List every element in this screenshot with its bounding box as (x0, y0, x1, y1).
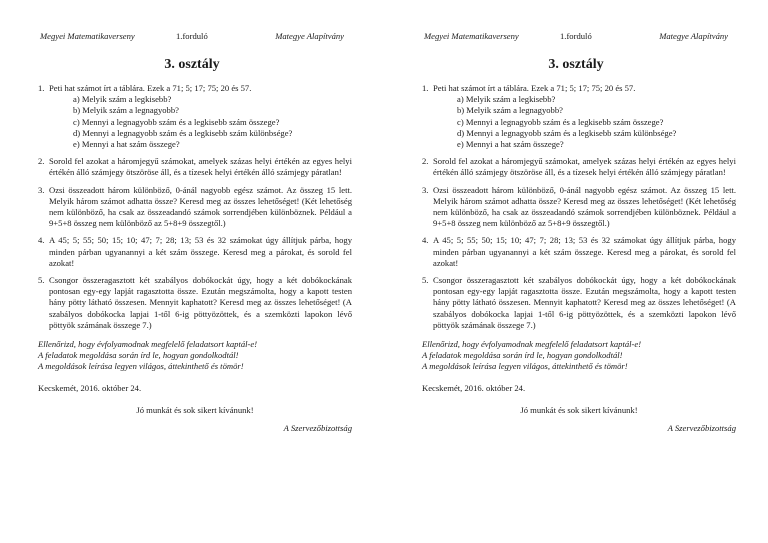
page-title: 3. osztály (164, 57, 220, 72)
subquestion-e: e) Mennyi a hat szám összege? (73, 139, 180, 150)
problem-number: 5. (422, 275, 429, 286)
problem-number: 4. (38, 235, 45, 246)
problem-number: 3. (422, 184, 429, 195)
note-line: A feladatok megoldása során írd le, hogyan gondolkodtál! (422, 350, 623, 361)
problem-number: 2. (422, 156, 429, 167)
instructions-note (38, 339, 352, 373)
signature: A Szervezőbizottság (283, 423, 352, 434)
problem-2 (38, 156, 352, 178)
good-luck-line: Jó munkát és sok sikert kívánunk! (136, 404, 254, 415)
problem-text: Peti hat számot írt a táblára. Ezek a 71; 5; 17; 75; 20 és 57. (433, 83, 636, 93)
date-line: Kecskemét, 2016. október 24. (422, 382, 526, 393)
date-line: Kecskemét, 2016. október 24. (38, 382, 142, 393)
organizer-label: Megyei Matematikaverseny (40, 31, 135, 41)
subquestion-e: e) Mennyi a hat szám összege? (457, 139, 564, 150)
problem-text: A 45; 5; 55; 50; 15; 10; 47; 7; 28; 13; 53 és 32 számokat úgy állítjuk párba, hogy minden párban ugyanannyi a két szám összege. Keresd meg a párokat, és sorold fel azokat! (433, 235, 736, 268)
problem-text: Peti hat számot írt a táblára. Ezek a 71; 5; 17; 75; 20 és 57. (49, 83, 252, 93)
note-line: A megoldások leírása legyen világos, áttekinthető és tömör! (422, 361, 628, 372)
foundation-label: Mategye Alapítvány (275, 31, 344, 41)
note-line: Ellenőrizd, hogy évfolyamodnak megfelelő feladatsort kaptál-e! (38, 339, 258, 350)
problem-5 (422, 275, 736, 331)
problem-text: Ozsi összeadott három különböző, 0-ánál nagyobb egész számot. Az összeg 15 lett. Melyik három számot adhatta össze? Keresd meg az összes lehetőséget! (Két lehetőség nem különböző, ha csak az összeadandó számok sorrendjében különböznek. Például a 9+5+8 összeg nem különböző az 5+8+9 összegtől.) (49, 184, 352, 229)
subquestion-b: b) Melyik szám a legnagyobb? (73, 105, 179, 116)
problem-3 (38, 185, 352, 230)
round-label: 1.forduló (560, 31, 592, 41)
problem-number: 5. (38, 275, 45, 286)
problem-5 (38, 275, 352, 331)
problem-2 (422, 156, 736, 178)
note-line: A megoldások leírása legyen világos, áttekinthető és tömör! (38, 361, 244, 372)
note-line: Ellenőrizd, hogy évfolyamodnak megfelelő feladatsort kaptál-e! (422, 339, 642, 350)
foundation-label: Mategye Alapítvány (659, 31, 728, 41)
problem-sheet (38, 83, 352, 434)
note-line: A feladatok megoldása során írd le, hogyan gondolkodtál! (38, 350, 239, 361)
subquestion-c: c) Mennyi a legnagyobb szám és a legkisebb szám összege? (73, 116, 280, 127)
problem-text: Csongor összeragasztott két szabályos dobókockát úgy, hogy a két dobókockának pontosan egy-egy lapját ragasztotta össze. Ezután megszámolta, hogy a kapott testen hány pötty látható összesen. Mennyit kaphatott? Keresd meg az összes lehetőséget! (A szabályos dobókocka lapjai 1-től 6-ig pöttyözöttek, és a szemközti lapokon lévő pöttyök számának összege 7.) (433, 275, 736, 330)
page-title: 3. osztály (548, 57, 604, 72)
problem-4 (38, 235, 352, 269)
subquestion-list (49, 94, 352, 150)
organizer-label: Megyei Matematikaverseny (424, 31, 519, 41)
subquestion-a: a) Melyik szám a legkisebb? (457, 94, 556, 105)
problem-1 (38, 83, 352, 150)
signature: A Szervezőbizottság (667, 423, 736, 434)
problem-text: A 45; 5; 55; 50; 15; 10; 47; 7; 28; 13; 53 és 32 számokat úgy állítjuk párba, hogy minden párban ugyanannyi a két szám összege. Keresd meg a párokat, és sorold fel azokat! (49, 235, 352, 268)
problem-number: 1. (422, 83, 429, 93)
problem-text: Sorold fel azokat a háromjegyű számokat, amelyek százas helyi értékén az egyes helyi értékén álló számjegy ötszöröse áll, és a tízesek helyi értékén álló számjegy páratlan! (433, 156, 736, 178)
problem-1 (422, 83, 736, 150)
problem-number: 1. (38, 83, 45, 93)
subquestion-c: c) Mennyi a legnagyobb szám és a legkisebb szám összege? (457, 116, 664, 127)
problem-sheet (422, 83, 736, 434)
good-luck-line: Jó munkát és sok sikert kívánunk! (520, 404, 638, 415)
subquestion-b: b) Melyik szám a legnagyobb? (457, 105, 563, 116)
problem-number: 4. (422, 235, 429, 246)
problem-number: 2. (38, 156, 45, 167)
problem-number: 3. (38, 184, 45, 195)
subquestion-d: d) Mennyi a legnagyobb szám és a legkisebb szám különbsége? (457, 127, 677, 138)
problem-text: Ozsi összeadott három különböző, 0-ánál nagyobb egész számot. Az összeg 15 lett. Melyik három számot adhatta össze? Keresd meg az összes lehetőséget! (Két lehetőség nem különböző, ha csak az összeadandó számok sorrendjében különböznek. Például a 9+5+8 összeg nem különböző az 5+8+9 összegtől.) (433, 184, 736, 229)
instructions-note (422, 339, 736, 373)
subquestion-list (433, 94, 736, 150)
round-label: 1.forduló (176, 31, 208, 41)
problem-text: Csongor összeragasztott két szabályos dobókockát úgy, hogy a két dobókockának pontosan egy-egy lapját ragasztotta össze. Ezután megszámolta, hogy a kapott testen hány pötty látható összesen. Mennyit kaphatott? Keresd meg az összes lehetőséget! (A szabályos dobókocka lapjai 1-től 6-ig pöttyözöttek, és a szemközti lapokon lévő pöttyök számának összege 7.) (49, 275, 352, 330)
problem-text: Sorold fel azokat a háromjegyű számokat, amelyek százas helyi értékén az egyes helyi értékén álló számjegy ötszöröse áll, és a tízesek helyi értékén álló számjegy páratlan! (49, 156, 352, 178)
subquestion-d: d) Mennyi a legnagyobb szám és a legkisebb szám különbsége? (73, 127, 293, 138)
subquestion-a: a) Melyik szám a legkisebb? (73, 94, 172, 105)
page-right (384, 0, 768, 543)
problem-4 (422, 235, 736, 269)
problem-3 (422, 185, 736, 230)
